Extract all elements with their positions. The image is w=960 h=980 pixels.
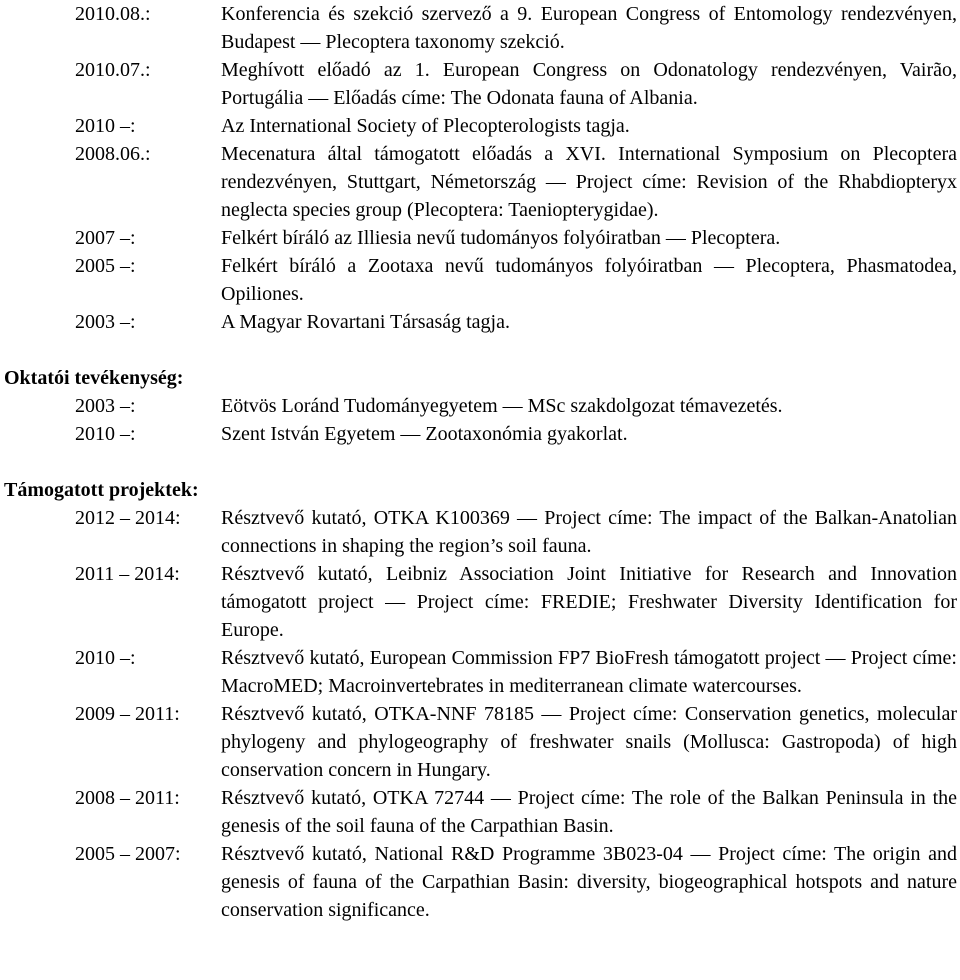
section-activities [0,0,960,336]
entry-date: 2012 – 2014: [75,507,181,529]
entry-text: Felkért bíráló az Illiesia nevű tudományos folyóiratban — Plecoptera. [221,227,781,249]
entry-text: A Magyar Rovartani Társaság tagja. [221,311,510,333]
entry-text: Meghívott előadó az 1. European Congress on Odonatology rendezvényen, Vairão, Portugália — Előadás címe: The Odonata fauna of Albania. [221,59,957,109]
entry [0,392,960,420]
entry-date: 2003 –: [75,311,136,333]
entry-text: Az International Society of Plecopterologists tagja. [221,115,630,137]
entry-date: 2010 –: [75,423,136,445]
entry-date: 2010.07.: [75,59,151,81]
entry [0,56,960,112]
entry [0,840,960,924]
entry-date: 2003 –: [75,395,136,417]
entry-text: Konferencia és szekció szervező a 9. European Congress of Entomology rendezvényen, Budapest — Plecoptera taxonomy szekció. [221,3,957,53]
entry-text: Résztvevő kutató, OTKA K100369 — Project címe: The impact of the Balkan-Anatolian connections in shaping the region’s soil fauna. [221,507,957,557]
entry-date: 2011 – 2014: [75,563,180,585]
entry-date: 2010.08.: [75,3,151,25]
entry [0,252,960,308]
entry-date: 2007 –: [75,227,136,249]
entry-text: Szent István Egyetem — Zootaxonómia gyakorlat. [221,423,628,445]
entry-text: Felkért bíráló a Zootaxa nevű tudományos folyóiratban — Plecoptera, Phasmatodea, Opiliones. [221,255,957,305]
entry-date: 2010 –: [75,115,136,137]
entry [0,784,960,840]
entry-date: 2008.06.: [75,143,151,165]
entry [0,0,960,56]
entry-text: Résztvevő kutató, OTKA-NNF 78185 — Project címe: Conservation genetics, molecular phylogeny and phylogeography of freshwater snails (Mollusca: Gastropoda) of high conservation concern in Hungary. [221,703,957,781]
entry-date: 2008 – 2011: [75,787,180,809]
section-title: Támogatott projektek: [4,479,199,501]
entry-date: 2005 –: [75,255,136,277]
entry [0,560,960,644]
entry-text: Résztvevő kutató, European Commission FP7 BioFresh támogatott project — Project címe: MacroMED; Macroinvertebrates in mediterranean climate watercourses. [221,647,957,697]
entry-text: Résztvevő kutató, OTKA 72744 — Project címe: The role of the Balkan Peninsula in the genesis of the soil fauna of the Carpathian Basin. [221,787,957,837]
entry [0,140,960,224]
section-title: Oktatói tevékenység: [4,367,184,389]
entry-date: 2009 – 2011: [75,703,180,725]
entry [0,700,960,784]
entry [0,224,960,252]
section-teaching [0,336,960,448]
entry-date: 2005 – 2007: [75,843,181,865]
entry [0,504,960,560]
entry [0,644,960,700]
entry [0,308,960,336]
entry-date: 2010 –: [75,647,136,669]
entry-text: Eötvös Loránd Tudományegyetem — MSc szakdolgozat témavezetés. [221,395,783,417]
entry [0,112,960,140]
entry-text: Résztvevő kutató, National R&D Programme 3B023-04 — Project címe: The origin and genesis of fauna of the Carpathian Basin: diversity, biogeographical hotspots and nature conservation significance. [221,843,957,921]
section-projects [0,448,960,924]
entry [0,420,960,448]
entry-text: Résztvevő kutató, Leibniz Association Joint Initiative for Research and Innovation támogatott project — Project címe: FREDIE; Freshwater Diversity Identification for Europe. [221,563,957,641]
entry-text: Mecenatura által támogatott előadás a XVI. International Symposium on Plecoptera rendezvényen, Stuttgart, Németország — Project címe: Revision of the Rhabdiopteryx neglecta species group (Plecoptera: Taeniopterygidae). [221,143,957,221]
